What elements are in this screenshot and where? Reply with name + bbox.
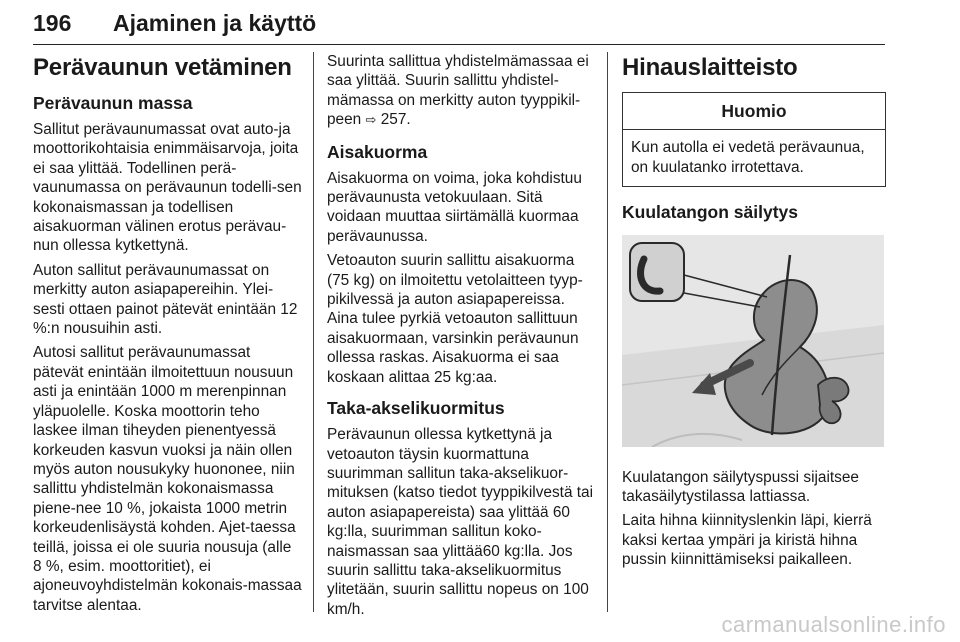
page-header: [33, 4, 885, 45]
column-divider: [313, 52, 314, 612]
watermark: carmanualsonline.info: [721, 612, 946, 637]
paragraph: Laita hihna kiinnityslenkin läpi, kierrä kaksi kertaa ympäri ja kiristä hihna pussin kiinnittämiseksi paikalleen.: [622, 512, 872, 569]
note-title: Huomio: [623, 93, 885, 130]
section-title-trailer-towing: Perävaunun vetäminen: [33, 54, 292, 81]
paragraph: Auton sallitut perävaunumassat on merkitty auton asiapapereihin. Ylei-sesti ottaen painot pätevät enintään 12 %:n nousuihin asti.: [33, 261, 298, 338]
note-box: [622, 92, 886, 187]
page-number: 196: [33, 10, 72, 36]
page-ref-arrow-icon: ⇨: [365, 113, 377, 129]
chapter-title: Ajaminen ja käyttö: [113, 10, 317, 36]
note-text: Kun autolla ei vedetä perävaunua, on kuulatanko irrotettava.: [631, 139, 865, 176]
paragraph: [327, 52, 597, 131]
heading-rear-axle-load: Taka-akselikuormitus: [327, 398, 505, 419]
heading-drawbar-load: Aisakuorma: [327, 141, 428, 162]
paragraph: Vetoauton suurin sallittu aisakuorma (75 kg) on ilmoitettu vetolaitteen tyyp-pikilvessä ja auton asiapapereissa. Aina tulee pyrkiä vetoauton sallittuun aisakuormaan, varsinkin perävaunun ollessa raskas. Aisakuorma ei saa koskaan alittaa 25 kg:aa.: [327, 252, 583, 386]
column-divider: [607, 52, 608, 612]
section-title-towing-equipment: Hinauslaitteisto: [622, 54, 798, 81]
paragraph: Perävaunun ollessa kytkettynä ja vetoauton täysin kuormattuna suurimman sallitun taka-akselikuor-mituksen (katso tiedot tyyppikilvestä tai auton asiapapereista) saa ylittää 60 kg:lla, suurimman sallitun koko-naismassan saa ylittää60 kg:lla. Jos suurin sallittu taka-akselikuormitus ylitetään, suurin sallittu nopeus on 100 km/h.: [327, 426, 594, 618]
paragraph: Sallitut perävaunumassat ovat auto-ja moottorikohtaisia enimmäisarvoja, joita ei saa ylittää. Todellinen perä-vaunumassa on perävaunun todelli-sen kokonaismassan ja todellisen aisakuorman välinen erotus perävau-nun ollessa kytkettynä.: [33, 121, 302, 255]
page-reference[interactable]: 257.: [380, 111, 411, 129]
column-3: [622, 52, 892, 575]
ball-bar-storage-illustration: [622, 235, 884, 447]
column-2: [327, 52, 597, 624]
paragraph-text: Suurinta sallittua yhdistelmämassaa ei saa ylittää. Suurin sallittu yhdistel-mämassa on merkitty auton tyyppikil-peen: [327, 53, 589, 129]
column-1: [33, 52, 303, 620]
heading-storage: Kuulatangon säilytys: [622, 202, 799, 223]
paragraph: Autosi sallitut perävaunumassat pätevät enintään ilmoitettuun nousuun asti ja enintään 1000 m merenpinnan yläpuolelle. Koska moottorin teho laskee ilman tiheyden pienentyessä korkeuden kasvun vuoksi ja näin ollen myös auton nousukyky huononee, niin sallittu yhdistelmän kokonaismassa piene-nee 10 %, jokaista 1000 metrin korkeudenlisäystä kohden. Ajet-taessa teillä, joissa ei ole suuria nousuja (alle 8 %, esim. moottoritiet), ei ajoneuvoyhdistelmän kokonais-massaa tarvitse alentaa.: [33, 344, 302, 614]
paragraph: Kuulatangon säilytyspussi sijaitsee takasäilytystilassa lattiassa.: [622, 468, 859, 506]
heading-trailer-mass: Perävaunun massa: [33, 93, 193, 113]
paragraph: Aisakuorma on voima, joka kohdistuu perävaunusta vetokuulaan. Sitä voidaan muuttaa siirtämällä kuormaa perävaunussa.: [327, 169, 582, 245]
